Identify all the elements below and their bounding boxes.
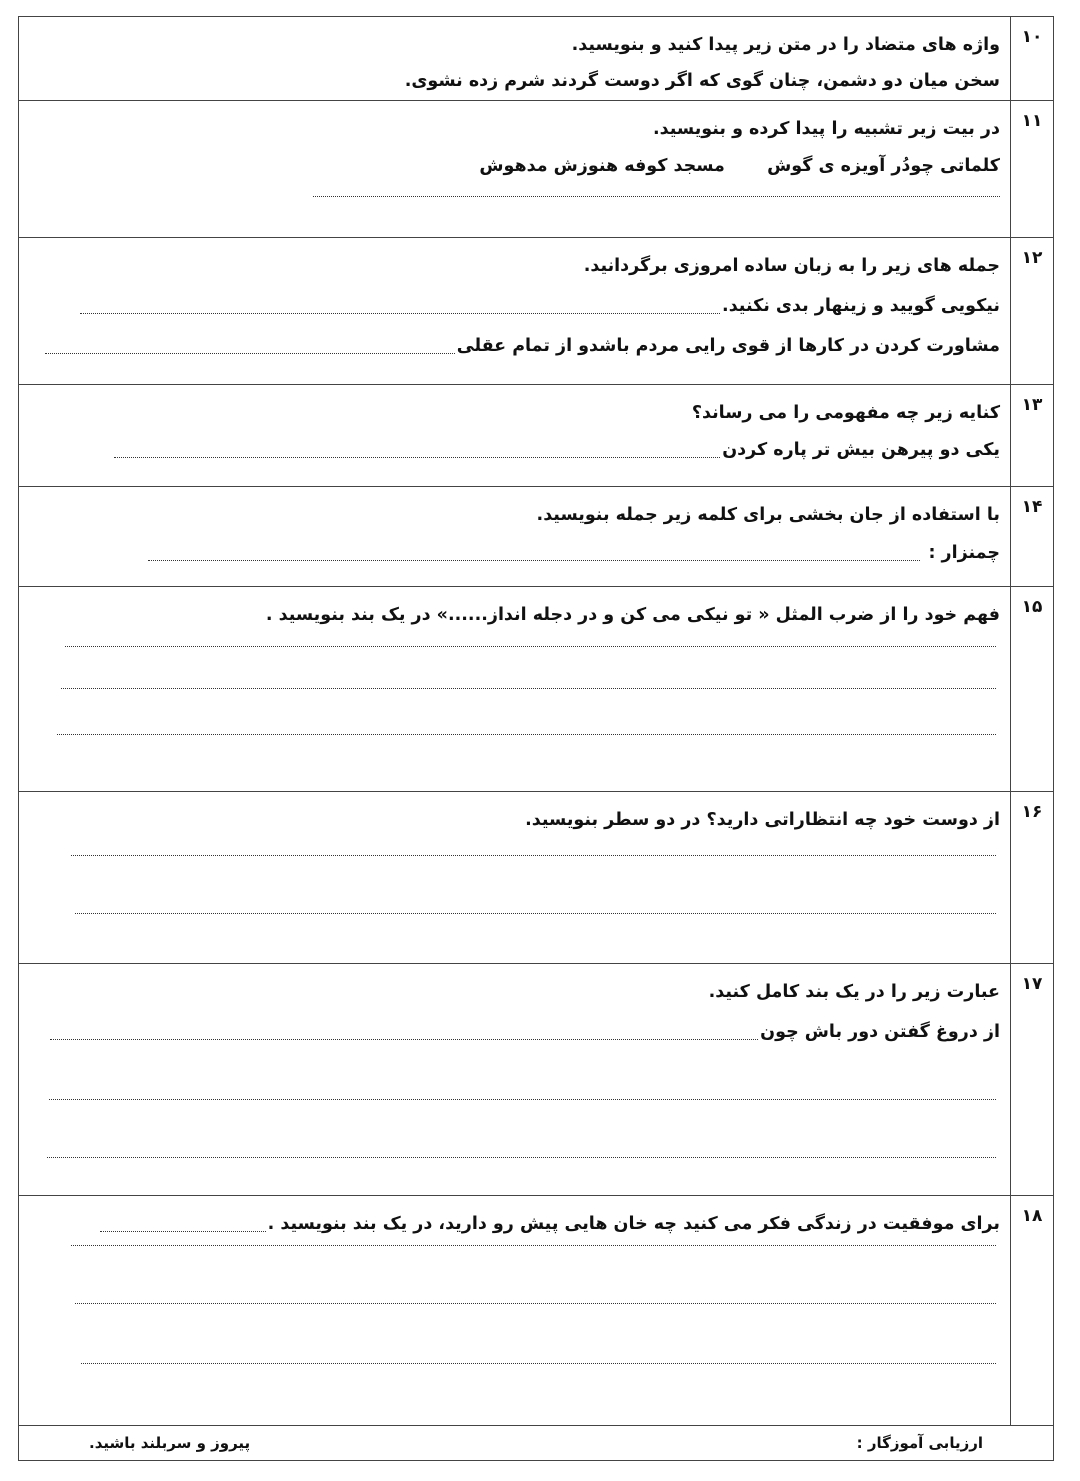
answer-line[interactable] [100, 1217, 266, 1232]
question-number: ۱۰ [1011, 17, 1054, 101]
question-prompt: واژه های متضاد را در متن زیر پیدا کنید و بنویسید. [571, 35, 1000, 55]
question-row [19, 587, 1054, 792]
worksheet [18, 16, 1054, 1460]
question-row [19, 385, 1054, 487]
sentence-text: از دروغ گفتن دور باش چون [760, 1022, 1000, 1042]
question-row [19, 238, 1054, 385]
closing-wish: پیروز و سربلند باشید. [89, 1434, 251, 1452]
answer-line[interactable] [59, 687, 996, 689]
answer-line[interactable] [63, 645, 996, 647]
question-table [18, 16, 1054, 1461]
sentence-row [33, 433, 1000, 467]
question-prompt: از دوست خود چه انتظاراتی دارید؟ در دو سطر بنویسید. [525, 810, 1000, 830]
question-row [19, 487, 1054, 587]
question-prompt: با استفاده از جان بخشی برای کلمه زیر جمله بنویسید. [536, 505, 1000, 525]
answer-line[interactable] [45, 339, 455, 354]
question-prompt: عبارت زیر را در یک بند کامل کنید. [708, 982, 1000, 1002]
question-number: ۱۸ [1011, 1196, 1054, 1426]
answer-line[interactable] [47, 1098, 996, 1100]
question-row [19, 17, 1054, 101]
question-number: ۱۳ [1011, 385, 1054, 487]
question-prompt: فهم خود را از ضرب المثل « تو نیکی می کن و در دجله انداز......» در یک بند بنویسید . [265, 605, 1000, 625]
question-prompt: در بیت زیر تشبیه را پیدا کرده و بنویسید. [653, 119, 1000, 139]
sentence-text: یکی دو پیرهن بیش تر پاره کردن [722, 440, 1000, 460]
question-prompt: کنایه زیر چه مفهومی را می رساند؟ [691, 403, 1000, 423]
footer-row [19, 1426, 1054, 1461]
sentence-text: نیکویی گویید و زینهار بدی نکنید. [722, 296, 1000, 316]
verse-hemistich-second: مسجد کوفه هنوزش مدهوش [479, 156, 725, 176]
answer-line[interactable] [45, 1156, 996, 1158]
question-number: ۱۶ [1011, 792, 1054, 964]
answer-line[interactable] [73, 1302, 996, 1304]
question-number: ۱۵ [1011, 587, 1054, 792]
answer-line[interactable] [69, 1244, 996, 1246]
sentence-row [33, 286, 1000, 326]
sentence-row [33, 1204, 1000, 1244]
question-number: ۱۷ [1011, 964, 1054, 1196]
question-row [19, 1196, 1054, 1426]
sentence-row [33, 535, 1000, 571]
question-text: سخن میان دو دشمن، چنان گوی که اگر دوست گردند شرم زده نشوی. [404, 71, 1000, 91]
sentence-row [33, 326, 1000, 366]
answer-line[interactable] [80, 299, 720, 314]
question-number: ۱۲ [1011, 238, 1054, 385]
question-row [19, 792, 1054, 964]
question-row [19, 101, 1054, 238]
question-row [19, 964, 1054, 1196]
verse-hemistich-first: کلماتی چودُر آویزه ی گوش [767, 156, 1000, 176]
sentence-text: مشاورت کردن در کارها از قوی رایی مردم باشدو از تمام عقلی [456, 336, 1000, 356]
answer-line[interactable] [55, 733, 996, 735]
verse [33, 149, 1000, 183]
answer-line[interactable] [311, 195, 1000, 197]
answer-line[interactable] [114, 443, 720, 458]
question-number: ۱۱ [1011, 101, 1054, 238]
teacher-evaluation-label: ارزیابی آموزگار : [856, 1434, 983, 1452]
question-prompt: جمله های زیر را به زبان ساده امروزی برگردانید. [583, 256, 1000, 276]
answer-line[interactable] [50, 1025, 758, 1040]
answer-line[interactable] [73, 912, 996, 914]
sentence-row [33, 1012, 1000, 1052]
word-label: چمنزار : [928, 543, 1000, 563]
answer-line[interactable] [148, 546, 920, 561]
question-number: ۱۴ [1011, 487, 1054, 587]
question-prompt: برای موفقیت در زندگی فکر می کنید چه خان هایی پیش رو دارید، در یک بند بنویسید . [267, 1214, 1000, 1234]
answer-line[interactable] [69, 854, 996, 856]
answer-line[interactable] [79, 1362, 996, 1364]
